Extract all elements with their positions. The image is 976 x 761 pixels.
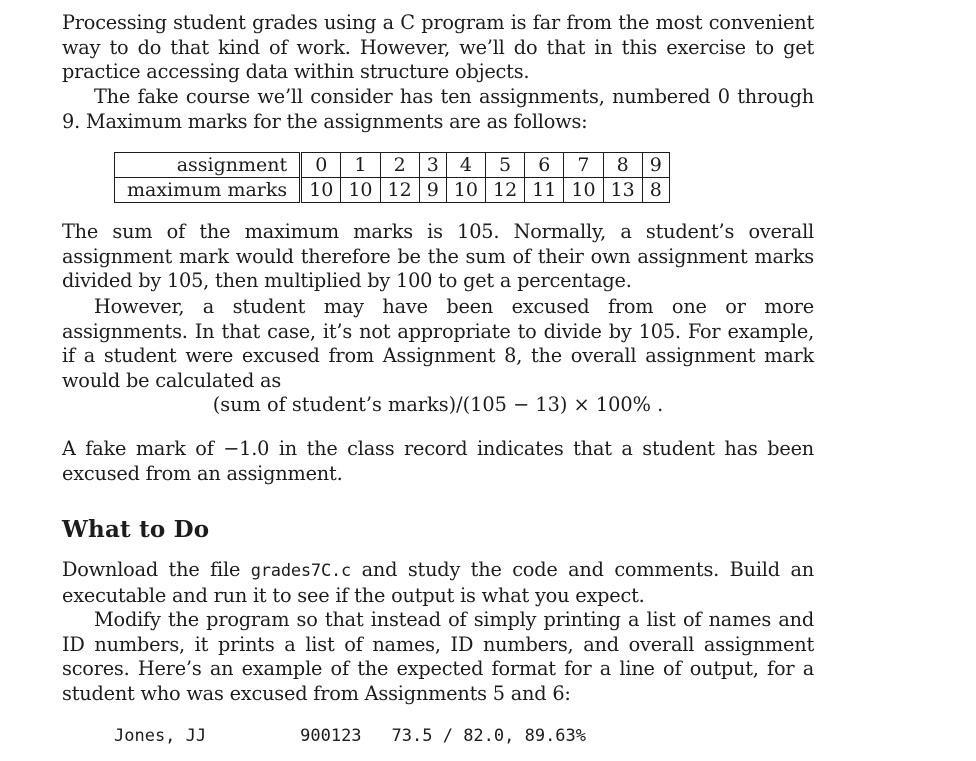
assignment-cell: 7 [564, 153, 603, 178]
max-mark-cell: 8 [642, 178, 669, 203]
assignment-cell: 5 [485, 153, 524, 178]
assignment-cell: 3 [419, 153, 446, 178]
assignment-cell: 0 [301, 153, 341, 178]
max-mark-cell: 9 [419, 178, 446, 203]
section-paragraph-6 [62, 558, 814, 608]
max-mark-cell: 10 [341, 178, 380, 203]
body-paragraph-4: However, a student may have been excused from one or more assignments. In that case, it’s not appropriate to divide by 105. For example, if a student were excused from Assignment 8, the overall assignment mark would be calculated as [62, 295, 814, 392]
section-heading [62, 515, 209, 545]
max-marks-row-label: maximum marks [115, 178, 301, 203]
assignment-cell: 6 [525, 153, 564, 178]
body-paragraph-5: A fake mark of −1.0 in the class record indicates that a student has been excused from an assignment. [62, 437, 814, 485]
example-id: 900123 [300, 726, 362, 746]
max-mark-cell: 13 [603, 178, 642, 203]
assignment-row [115, 153, 670, 178]
max-marks-table [114, 152, 670, 203]
example-output-line [114, 724, 586, 748]
assignment-cell: 4 [446, 153, 485, 178]
para6-after: and study the code and comments. Build an executable and run it to see if the output is what you expect. [62, 558, 814, 607]
para6-before: Download the file [62, 558, 251, 581]
intro-paragraph-1: Processing student grades using a C program is far from the most convenient way to do that kind of work. However, we’ll do that in this exercise to get practice accessing data within structure objects. [62, 11, 814, 84]
assignment-row-label: assignment [115, 153, 301, 178]
assignment-cell: 9 [642, 153, 669, 178]
body-paragraph-3: The sum of the maximum marks is 105. Normally, a student’s overall assignment mark would therefore be the sum of their own assignment marks divided by 105, then multiplied by 100 to get a percentage. [62, 220, 814, 293]
example-score: 73.5 / 82.0, 89.63% [391, 726, 587, 746]
max-mark-cell: 10 [446, 178, 485, 203]
max-mark-cell: 11 [525, 178, 564, 203]
max-marks-row [115, 178, 670, 203]
max-mark-cell: 12 [380, 178, 419, 203]
filename: grades7C.c [250, 561, 352, 581]
intro-paragraph-2: The fake course we’ll consider has ten assignments, numbered 0 through 9. Maximum marks for the assignments are as follows: [62, 85, 814, 133]
example-name: Jones, JJ [114, 726, 207, 746]
assignment-cell: 2 [380, 153, 419, 178]
assignment-cell: 8 [603, 153, 642, 178]
max-mark-cell: 12 [485, 178, 524, 203]
max-mark-cell: 10 [564, 178, 603, 203]
section-paragraph-7: Modify the program so that instead of simply printing a list of names and ID numbers, it prints a list of names, ID numbers, and overall assignment scores. Here’s an example of the expected format for a line of output, for a student who was excused from Assignments 5 and 6: [62, 608, 814, 705]
section-heading-text: What to Do [62, 516, 210, 543]
assignment-cell: 1 [341, 153, 380, 178]
formula: (sum of student’s marks)/(105 − 13) × 100% . [212, 393, 664, 416]
max-mark-cell: 10 [301, 178, 341, 203]
